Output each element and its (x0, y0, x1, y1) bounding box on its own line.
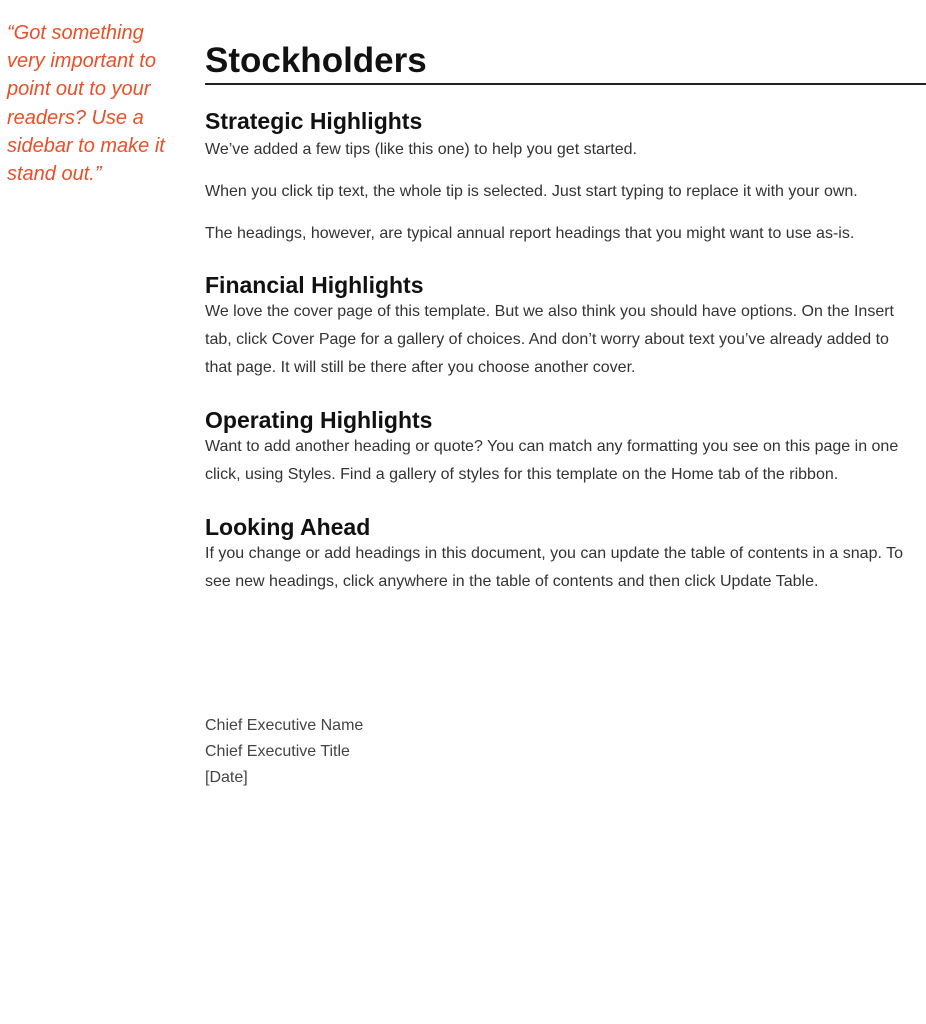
section-heading: Looking Ahead (205, 514, 371, 540)
signature-title: Chief Executive Title (205, 743, 350, 760)
sidebar-quote: “Got something very important to point out to your readers? Use a sidebar to make it stand out.” (7, 22, 165, 186)
section-heading: Operating Highlights (205, 407, 433, 433)
body-paragraph: Want to add another heading or quote? You can match any formatting you see on this page in one click, using Styles. Find a gallery of styles for this template on the Home tab of the ribbon. (205, 438, 899, 483)
section-operating-highlights (205, 406, 926, 489)
document-body (205, 40, 926, 596)
signature-name: Chief Executive Name (205, 717, 364, 734)
body-paragraph: When you click tip text, the whole tip is selected. Just start typing to replace it with your own. (205, 183, 858, 200)
signature-block (205, 713, 363, 791)
body-paragraph: We love the cover page of this template. But we also think you should have options. On the Insert tab, click Cover Page for a gallery of choices. And don’t worry about text you’ve already added to that page. It will still be there after you choose another cover. (205, 303, 894, 376)
body-paragraph: We’ve added a few tips (like this one) to help you get started. (205, 141, 637, 158)
page-title: Stockholders (205, 40, 926, 85)
section-strategic-highlights (205, 107, 926, 248)
body-paragraph: The headings, however, are typical annual report headings that you might want to use as-is. (205, 225, 855, 242)
signature-date: [Date] (205, 769, 248, 786)
body-paragraph: If you change or add headings in this document, you can update the table of contents in a snap. To see new headings, click anywhere in the table of contents and then click Update Table. (205, 545, 903, 590)
section-looking-ahead (205, 513, 926, 596)
section-heading: Strategic Highlights (205, 108, 423, 134)
section-heading: Financial Highlights (205, 272, 424, 298)
section-financial-highlights (205, 271, 926, 382)
